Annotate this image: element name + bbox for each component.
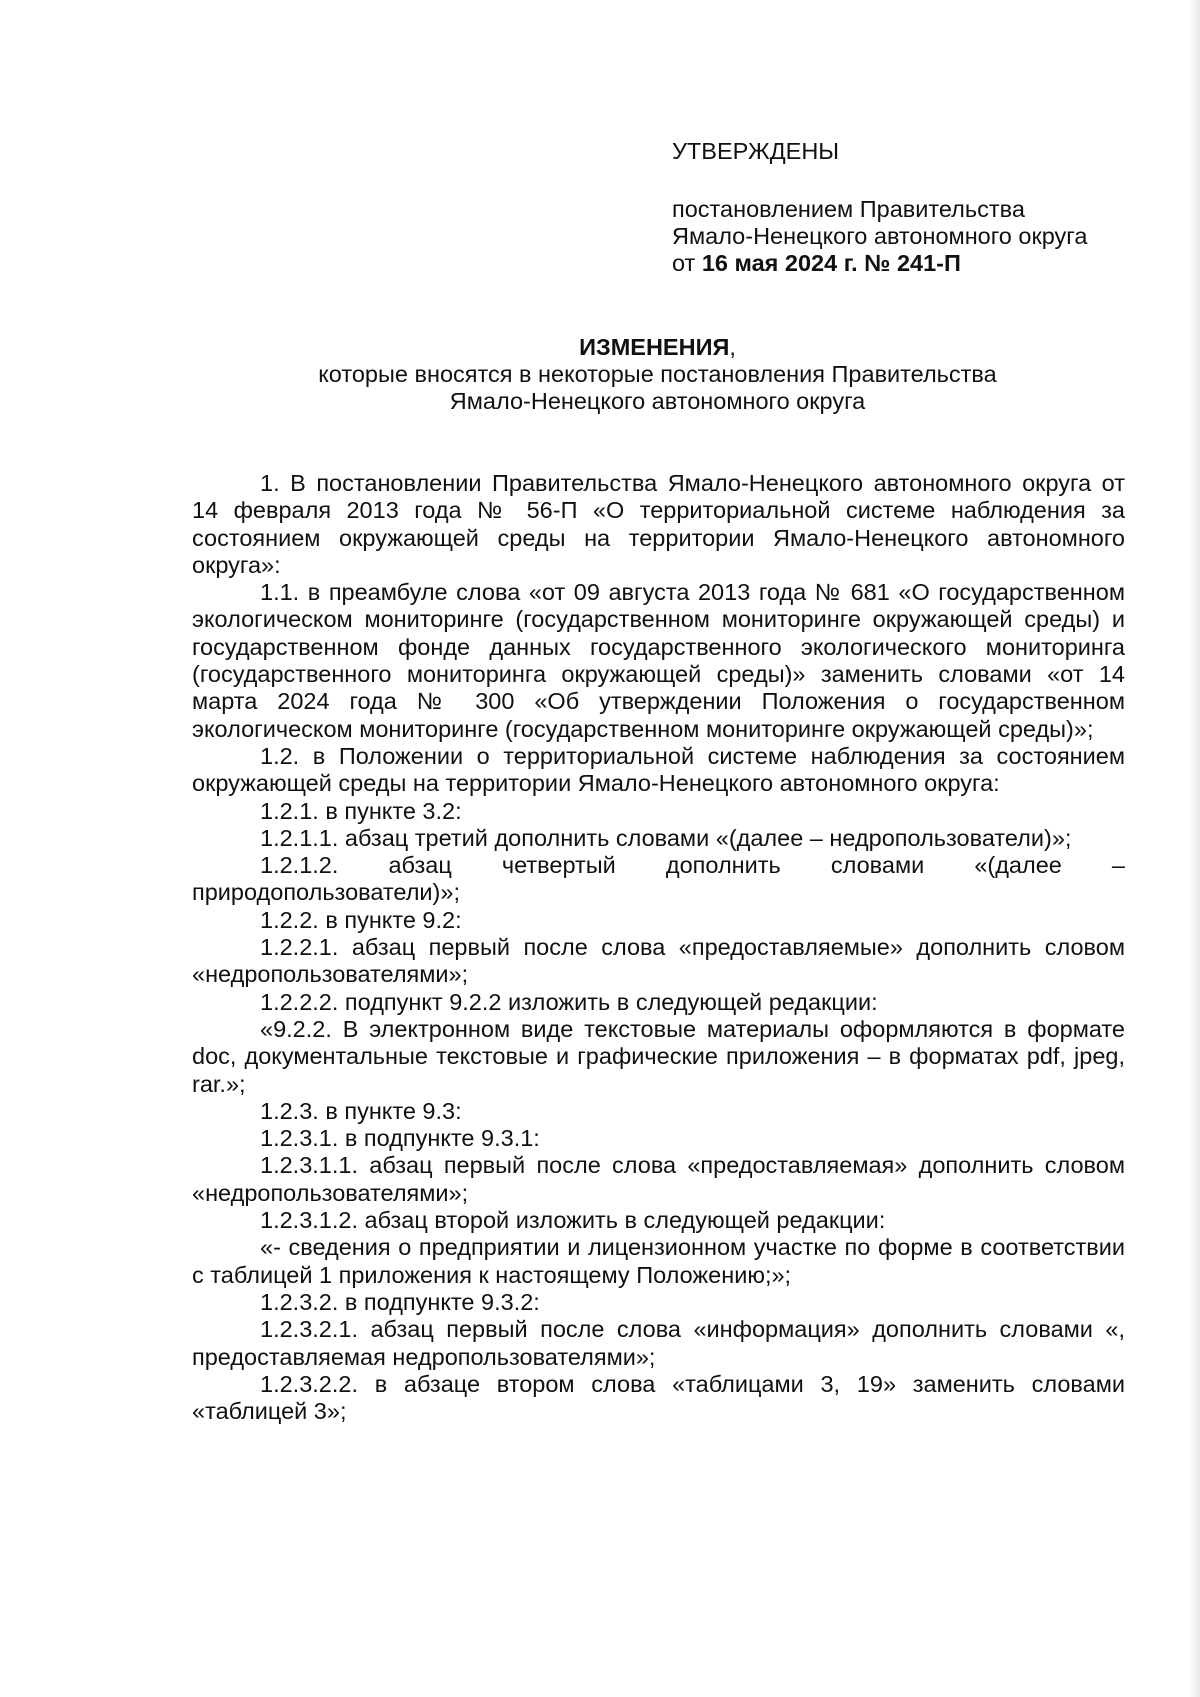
paragraph-1-2-1-2: 1.2.1.2. абзац четвертый дополнить словами «(далее – природопользователи)»; — [192, 852, 1125, 906]
paragraph-1-2-1-1: 1.2.1.1. абзац третий дополнить словами «(далее – недропользователи)»; — [260, 824, 1072, 851]
approval-date-prefix: от — [672, 250, 696, 276]
paragraph-quote-9-2-2: «9.2.2. В электронном виде текстовые материалы оформляются в формате doc, документальные текстовые и графические приложения – в форматах pdf, jpeg, rar.»; — [192, 1015, 1125, 1097]
scan-edge-shadow — [1188, 0, 1200, 1697]
paragraph-1: 1. В постановлении Правительства Ямало-Ненецкого автономного округа от 14 февраля 2013 года № 56-П «О территориальной системе наблюдения за состоянием окружающей среды на территории Ямало-Ненецкого автономного округа»: — [192, 470, 1125, 578]
approval-line-2: Ямало-Ненецкого автономного округа — [672, 223, 1088, 249]
paragraph-1-2-2-1: 1.2.2.1. абзац первый после слова «предоставляемые» дополнить словом «недропользователями»; — [192, 934, 1125, 988]
document-body — [192, 470, 1125, 1425]
paragraph-1-2-2-2: 1.2.2.2. подпункт 9.2.2 изложить в следующей редакции: — [260, 988, 878, 1015]
paragraph-1-2-2: 1.2.2. в пункте 9.2: — [260, 906, 462, 933]
paragraph-1-2-3-2: 1.2.3.2. в подпункте 9.3.2: — [260, 1288, 540, 1315]
title-main — [190, 334, 1125, 361]
approval-reference — [672, 250, 1087, 277]
approval-heading: УТВЕРЖДЕНЫ — [672, 138, 840, 164]
paragraph-1-2-1: 1.2.1. в пункте 3.2: — [260, 797, 462, 824]
document-title — [190, 334, 1125, 415]
title-subtitle-1: которые вносятся в некоторые постановления Правительства — [318, 361, 997, 387]
paragraph-1-2-3-1-1: 1.2.3.1.1. абзац первый после слова «предоставляемая» дополнить словом «недропользователями»; — [192, 1152, 1125, 1206]
paragraph-1-1: 1.1. в преамбуле слова «от 09 августа 2013 года № 681 «О государственном экологическом мониторинге (государственном мониторинге окружающей среды) и государственном фонде данных государственного экологического мониторинга (государственного мониторинга окружающей среды)» заменить словами «от 14 марта 2024 года № 300 «Об утверждении Положения о государственном экологическом мониторинге (государственном мониторинге окружающей среды)»; — [192, 579, 1125, 742]
title-main-suffix: , — [729, 334, 736, 360]
paragraph-1-2: 1.2. в Положении о территориальной системе наблюдения за состоянием окружающей среды на территории Ямало-Ненецкого автономного округа: — [192, 742, 1125, 797]
paragraph-1-2-3: 1.2.3. в пункте 9.3: — [260, 1097, 462, 1124]
approval-block — [672, 138, 1087, 277]
paragraph-1-2-3-1-2: 1.2.3.1.2. абзац второй изложить в следующей редакции: — [260, 1207, 886, 1234]
approval-line-1: постановлением Правительства — [672, 196, 1025, 222]
title-subtitle-2: Ямало-Ненецкого автономного округа — [449, 388, 866, 414]
paragraph-1-2-3-2-1: 1.2.3.2.1. абзац первый после слова «информация» дополнить словами «, предоставляемая недропользователями»; — [192, 1316, 1125, 1370]
paragraph-1-2-3-1: 1.2.3.1. в подпункте 9.3.1: — [260, 1125, 540, 1152]
approval-date-number: 16 мая 2024 г. № 241-П — [701, 250, 961, 276]
title-main-word: ИЗМЕНЕНИЯ — [579, 334, 730, 360]
paragraph-quote-svedeniya: «- сведения о предприятии и лицензионном участке по форме в соответствии с таблицей 1 приложения к настоящему Положению;»; — [192, 1234, 1125, 1288]
paragraph-1-2-3-2-2: 1.2.3.2.2. в абзаце втором слова «таблицами 3, 19» заменить словами «таблицей 3»; — [192, 1370, 1125, 1425]
